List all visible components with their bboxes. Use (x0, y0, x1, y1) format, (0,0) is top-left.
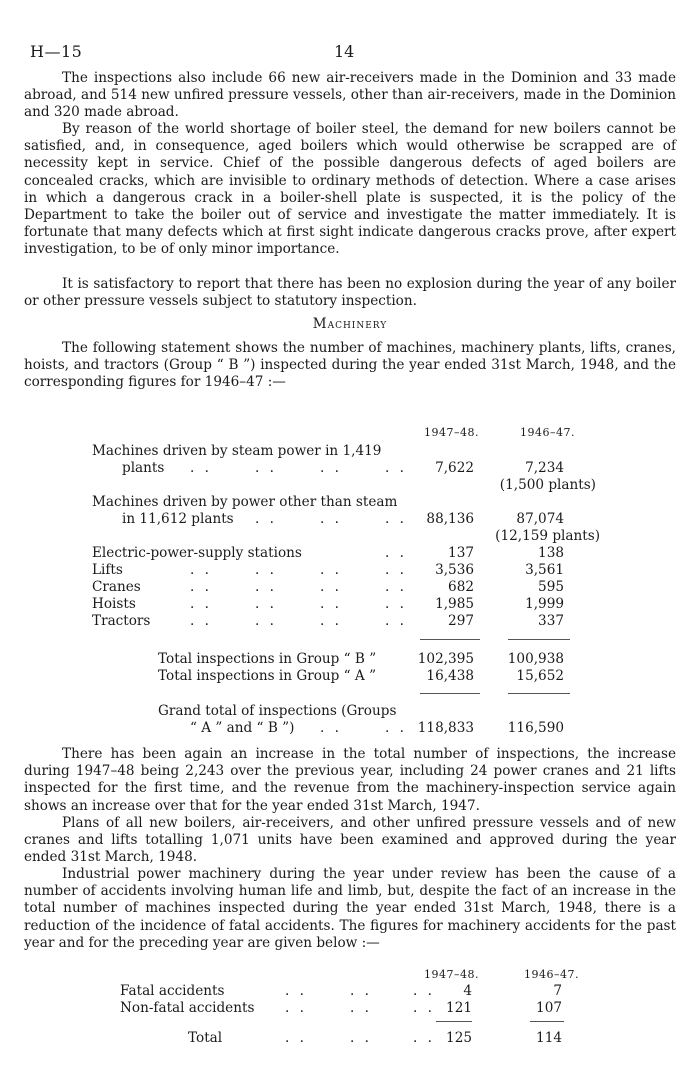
paragraph-plans: Plans of all new boilers, air-receivers, and other unfired pressure vessels and of new cranes and lifts totalling 1,071 units have been examined and approved during the year ended 31st March, 1948. (24, 815, 676, 866)
value-1946-47: 138 (538, 545, 564, 561)
leader-dots: . . (350, 983, 372, 999)
leader-dots: . . (190, 460, 212, 476)
leader-dots: . . (413, 983, 435, 999)
paragraph-accidents: Industrial power machinery during the year under review has been the cause of a number of accidents involving human life and limb, but, despite the fact of an increase in the total number of machines inspected during the year ended 31st March, 1948, there is a reduction of the incidence of fatal accidents. The figures for machinery accidents for the past year and for the preceding year are given below :— (24, 866, 676, 951)
value-1946-47: 87,074 (516, 511, 564, 527)
value-1946-47: 337 (538, 613, 564, 629)
table-row (0, 651, 700, 669)
leader-dots: . . (320, 579, 342, 595)
value-1947-48: 682 (448, 579, 474, 595)
row-label: Total inspections in Group “ A ” (158, 668, 377, 684)
table-row (0, 613, 700, 631)
row-label: Hoists (92, 596, 136, 612)
report-code: H—15 (30, 42, 83, 61)
leader-dots: . . (385, 596, 407, 612)
value-1946-47: 116,590 (507, 720, 564, 736)
table-row (0, 720, 700, 738)
row-label: Machines driven by power other than steam (92, 494, 398, 510)
value-1946-47: 595 (538, 579, 564, 595)
row-label: Total (188, 1030, 223, 1046)
column-header-1946-47: 1946–47. (520, 426, 575, 439)
value-1946-47: 100,938 (507, 651, 564, 667)
table-row (0, 1000, 700, 1018)
column-header-1947-48: 1947–48. (424, 426, 479, 439)
sum-rule (420, 693, 480, 694)
leader-dots: . . (320, 562, 342, 578)
value-1947-48: 118,833 (417, 720, 474, 736)
sum-rule (530, 1021, 564, 1022)
leader-dots: . . (385, 720, 407, 736)
row-label: Non-fatal accidents (120, 1000, 255, 1016)
paragraph-machinery-statement: The following statement shows the number of machines, machinery plants, lifts, cranes, hoists, and tractors (Group “ B ”) inspected during the year ended 31st March, 1948, and the corresponding figures for 1946–47 :— (24, 340, 676, 391)
value-1946-47: 7 (553, 983, 562, 999)
table-row (0, 703, 700, 721)
value-1946-47: 7,234 (525, 460, 564, 476)
leader-dots: . . (385, 511, 407, 527)
leader-dots: . . (255, 613, 277, 629)
table-row (0, 460, 700, 478)
value-1947-48: 3,536 (435, 562, 474, 578)
row-label: in 11,612 plants (122, 511, 234, 527)
leader-dots: . . (190, 596, 212, 612)
plants-note: (1,500 plants) (499, 477, 596, 493)
column-header-1947-48: 1947–48. (424, 968, 479, 981)
leader-dots: . . (320, 596, 342, 612)
leader-dots: . . (413, 1030, 435, 1046)
sum-rule (420, 639, 480, 640)
leader-dots: . . (190, 613, 212, 629)
value-1946-47: 107 (536, 1000, 562, 1016)
value-1947-48: 1,985 (435, 596, 474, 612)
leader-dots: . . (320, 460, 342, 476)
leader-dots: . . (385, 545, 407, 561)
leader-dots: . . (285, 1000, 307, 1016)
value-1947-48: 4 (463, 983, 472, 999)
value-1946-47: 1,999 (525, 596, 564, 612)
sum-rule (436, 1021, 472, 1022)
leader-dots: . . (350, 1000, 372, 1016)
value-1947-48: 88,136 (426, 511, 474, 527)
value-1946-47: 3,561 (525, 562, 564, 578)
paragraph-boiler-shortage: By reason of the world shortage of boiler steel, the demand for new boilers cannot be satisfied, and, in consequence, aged boilers which would otherwise be scrapped are of necessity kept in service. Chief of the possible dangerous defects of aged boilers are concealed cracks, which are invisible to ordinary methods of detection. Where a case arises in which a dangerous crack in a boiler-shell plate is suspected, it is the policy of the Department to take the boiler out of service and investigate the matter immediately. It is fortunate that many defects which at first sight indicate dangerous cracks prove, after expert investigation, to be of only minor importance. (24, 121, 676, 258)
table-row (0, 668, 700, 686)
table-row (0, 562, 700, 580)
value-1947-48: 16,438 (426, 668, 474, 684)
leader-dots: . . (285, 983, 307, 999)
row-label: Total inspections in Group “ B ” (158, 651, 377, 667)
leader-dots: . . (385, 460, 407, 476)
leader-dots: . . (320, 613, 342, 629)
paragraph-air-receivers: The inspections also include 66 new air-receivers made in the Dominion and 33 made abroad, and 514 new unfired pressure vessels, other than air-receivers, made in the Dominion and 320 made abroad. (24, 70, 676, 121)
leader-dots: . . (255, 460, 277, 476)
leader-dots: . . (413, 1000, 435, 1016)
leader-dots: . . (320, 720, 342, 736)
section-heading-machinery: Machinery (312, 316, 388, 332)
table-row (0, 579, 700, 597)
value-1947-48: 137 (448, 545, 474, 561)
leader-dots: . . (385, 562, 407, 578)
row-label: Machines driven by steam power in 1,419 (92, 443, 382, 459)
plants-note: (12,159 plants) (495, 528, 600, 544)
page-number: 14 (334, 42, 355, 61)
table-row-note (0, 528, 700, 546)
table-row (0, 596, 700, 614)
table-row (0, 545, 700, 563)
value-1947-48: 102,395 (417, 651, 474, 667)
leader-dots: . . (285, 1030, 307, 1046)
leader-dots: . . (320, 511, 342, 527)
table-row (0, 983, 700, 1001)
leader-dots: . . (190, 562, 212, 578)
value-1947-48: 125 (446, 1030, 472, 1046)
value-1947-48: 121 (446, 1000, 472, 1016)
table-row (0, 511, 700, 529)
row-label: Grand total of inspections (Groups (158, 703, 397, 719)
leader-dots: . . (385, 579, 407, 595)
value-1947-48: 7,622 (435, 460, 474, 476)
table-row-note (0, 477, 700, 495)
paragraph-no-explosion: It is satisfactory to report that there has been no explosion during the year of any boiler or other pressure vessels subject to statutory inspection. (24, 276, 676, 310)
paragraph-increase: There has been again an increase in the total number of inspections, the increase during 1947–48 being 2,243 over the previous year, including 24 power cranes and 21 lifts inspected for the first time, and the revenue from the machinery-inspection service again shows an increase over that for the year ended 31st March, 1947. (24, 746, 676, 814)
table-row (0, 443, 700, 461)
row-label: Electric-power-supply stations (92, 545, 302, 561)
row-label: Cranes (92, 579, 141, 595)
table-row (0, 494, 700, 512)
leader-dots: . . (385, 613, 407, 629)
row-label: Fatal accidents (120, 983, 225, 999)
table-row (0, 1030, 700, 1048)
value-1946-47: 114 (536, 1030, 562, 1046)
leader-dots: . . (255, 579, 277, 595)
value-1947-48: 297 (448, 613, 474, 629)
row-label: Tractors (92, 613, 151, 629)
row-label: plants (122, 460, 165, 476)
sum-rule (508, 693, 570, 694)
column-header-1946-47: 1946–47. (524, 968, 579, 981)
leader-dots: . . (350, 1030, 372, 1046)
sum-rule (508, 639, 570, 640)
row-label: “ A ” and “ B ”) (190, 720, 295, 736)
value-1946-47: 15,652 (516, 668, 564, 684)
row-label: Lifts (92, 562, 123, 578)
leader-dots: . . (190, 579, 212, 595)
leader-dots: . . (255, 562, 277, 578)
leader-dots: . . (255, 511, 277, 527)
leader-dots: . . (255, 596, 277, 612)
